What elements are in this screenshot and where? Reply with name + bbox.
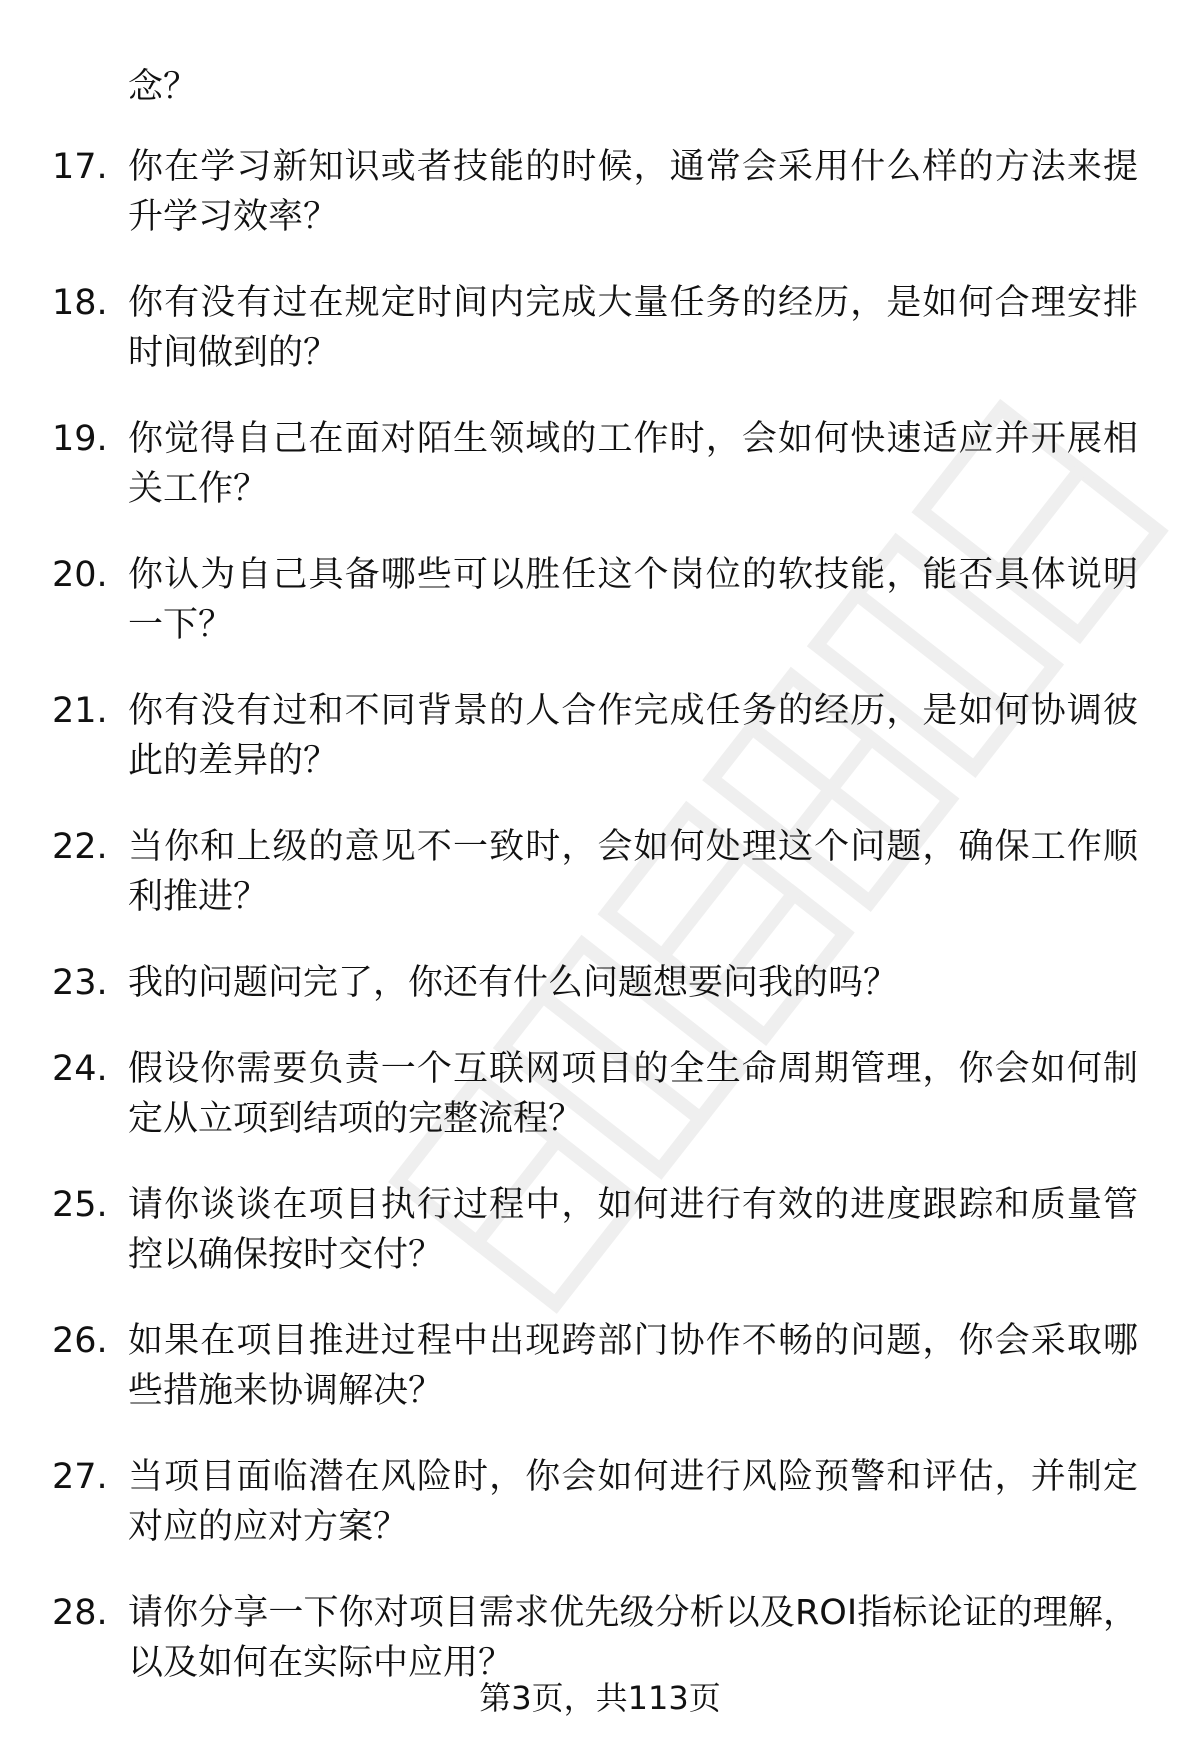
question-item (0, 1452, 1200, 1588)
question-number: 17. (52, 147, 108, 187)
question-text: 你觉得自己在面对陌生领域的工作时，会如何快速适应并开展相关工作？ (128, 419, 1138, 509)
question-text: 假设你需要负责一个互联网项目的全生命周期管理，你会如何制定从立项到结项的完整流程？ (128, 1049, 1138, 1139)
question-number: 19. (52, 419, 108, 459)
question-item (0, 1180, 1200, 1316)
question-text: 我的问题问完了，你还有什么问题想要问我的吗？ (128, 963, 899, 1003)
question-text: 你有没有过在规定时间内完成大量任务的经历，是如何合理安排时间做到的？ (128, 283, 1138, 373)
continuation-text: 念？ (128, 67, 199, 107)
question-text: 请你分享一下你对项目需求优先级分析以及ROI指标论证的理解，以及如何在实际中应用？ (128, 1593, 1138, 1683)
question-item (0, 550, 1200, 686)
question-text: 你在学习新知识或者技能的时候，通常会采用什么样的方法来提升学习效率？ (128, 147, 1138, 237)
question-number: 25. (52, 1185, 108, 1225)
question-text: 当你和上级的意见不一致时，会如何处理这个问题，确保工作顺利推进？ (128, 827, 1138, 917)
question-number: 22. (52, 827, 108, 867)
question-number: 23. (52, 963, 108, 1003)
question-item (0, 958, 1200, 1044)
question-item (0, 414, 1200, 550)
question-number: 20. (52, 555, 108, 595)
question-number: 28. (52, 1593, 108, 1633)
question-number: 18. (52, 283, 108, 323)
question-item (0, 686, 1200, 822)
question-text: 如果在项目推进过程中出现跨部门协作不畅的问题，你会采取哪些措施来协调解决？ (128, 1321, 1138, 1411)
question-text: 请你谈谈在项目执行过程中，如何进行有效的进度跟踪和质量管控以确保按时交付？ (128, 1185, 1138, 1275)
question-number: 21. (52, 691, 108, 731)
question-text: 你有没有过和不同背景的人合作完成任务的经历，是如何协调彼此的差异的？ (128, 691, 1138, 781)
question-item (0, 142, 1200, 278)
question-item (0, 278, 1200, 414)
question-number: 27. (52, 1457, 108, 1497)
question-item (0, 1316, 1200, 1452)
page-number-footer: 第3页，共113页 (479, 1679, 721, 1717)
question-number: 26. (52, 1321, 108, 1361)
question-item (0, 1044, 1200, 1180)
question-item (0, 822, 1200, 958)
question-text: 你认为自己具备哪些可以胜任这个岗位的软技能，能否具体说明一下？ (128, 555, 1138, 645)
question-number: 24. (52, 1049, 108, 1089)
question-list (0, 142, 1200, 1724)
question-text: 当项目面临潜在风险时，你会如何进行风险预警和评估，并制定对应的应对方案？ (128, 1457, 1138, 1547)
